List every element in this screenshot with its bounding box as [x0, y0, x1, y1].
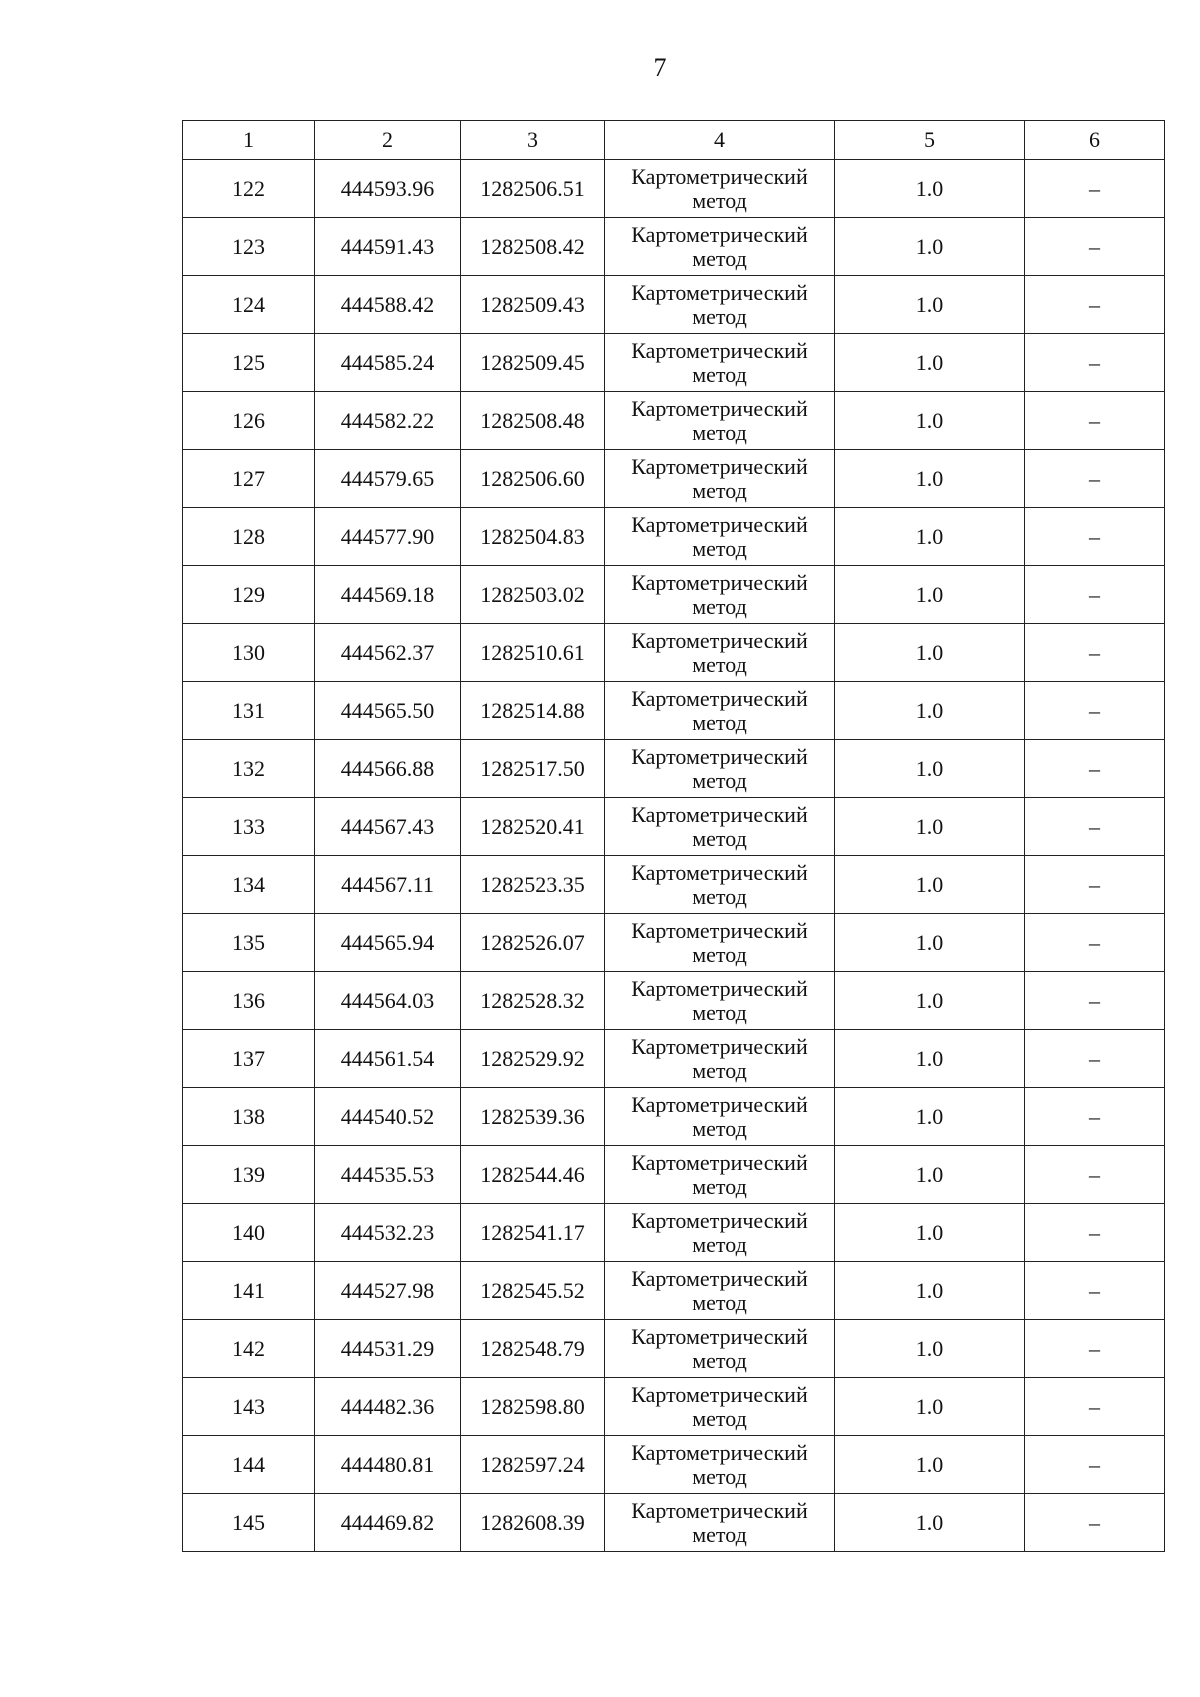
method-text: Картометрический — [631, 163, 808, 189]
note-cell: – — [1025, 218, 1165, 276]
y-coordinate-cell: 1282539.36 — [461, 1088, 605, 1146]
method-text: Картометрический — [631, 1033, 808, 1059]
column-header: 1 — [183, 121, 315, 160]
y-coordinate-cell: 1282504.83 — [461, 508, 605, 566]
table-row — [183, 1436, 1165, 1494]
table-row — [183, 334, 1165, 392]
note-cell: – — [1025, 1262, 1165, 1320]
method-text: метод — [692, 941, 747, 967]
table-row — [183, 1146, 1165, 1204]
x-coordinate-cell: 444531.29 — [315, 1320, 461, 1378]
column-header: 3 — [461, 121, 605, 160]
method-text: метод — [692, 535, 747, 561]
table-row — [183, 914, 1165, 972]
y-coordinate-cell: 1282541.17 — [461, 1204, 605, 1262]
y-coordinate-cell: 1282510.61 — [461, 624, 605, 682]
note-cell: – — [1025, 1494, 1165, 1552]
method-text: Картометрический — [631, 975, 808, 1001]
accuracy-cell: 1.0 — [835, 914, 1025, 972]
accuracy-cell: 1.0 — [835, 798, 1025, 856]
y-coordinate-cell: 1282545.52 — [461, 1262, 605, 1320]
y-coordinate-cell: 1282548.79 — [461, 1320, 605, 1378]
point-number-cell: 145 — [183, 1494, 315, 1552]
point-number-cell: 134 — [183, 856, 315, 914]
note-cell: – — [1025, 160, 1165, 218]
y-coordinate-cell: 1282598.80 — [461, 1378, 605, 1436]
method-text: метод — [692, 1173, 747, 1199]
table-row — [183, 1088, 1165, 1146]
note-cell: – — [1025, 1088, 1165, 1146]
y-coordinate-cell: 1282509.45 — [461, 334, 605, 392]
column-header: 5 — [835, 121, 1025, 160]
method-cell — [605, 1262, 835, 1320]
accuracy-cell: 1.0 — [835, 160, 1025, 218]
point-number-cell: 124 — [183, 276, 315, 334]
point-number-cell: 132 — [183, 740, 315, 798]
accuracy-cell: 1.0 — [835, 392, 1025, 450]
method-cell — [605, 972, 835, 1030]
method-text: метод — [692, 709, 747, 735]
method-text: Картометрический — [631, 1323, 808, 1349]
note-cell: – — [1025, 624, 1165, 682]
y-coordinate-cell: 1282523.35 — [461, 856, 605, 914]
table-row — [183, 392, 1165, 450]
note-cell: – — [1025, 1030, 1165, 1088]
table-header — [183, 121, 1165, 160]
y-coordinate-cell: 1282520.41 — [461, 798, 605, 856]
x-coordinate-cell: 444565.94 — [315, 914, 461, 972]
method-cell — [605, 740, 835, 798]
x-coordinate-cell: 444535.53 — [315, 1146, 461, 1204]
accuracy-cell: 1.0 — [835, 1494, 1025, 1552]
accuracy-cell: 1.0 — [835, 508, 1025, 566]
method-cell — [605, 1436, 835, 1494]
method-text: Картометрический — [631, 337, 808, 363]
note-cell: – — [1025, 914, 1165, 972]
method-cell — [605, 1378, 835, 1436]
method-cell — [605, 1030, 835, 1088]
accuracy-cell: 1.0 — [835, 624, 1025, 682]
point-number-cell: 123 — [183, 218, 315, 276]
note-cell: – — [1025, 1146, 1165, 1204]
point-number-cell: 139 — [183, 1146, 315, 1204]
x-coordinate-cell: 444562.37 — [315, 624, 461, 682]
accuracy-cell: 1.0 — [835, 1204, 1025, 1262]
y-coordinate-cell: 1282503.02 — [461, 566, 605, 624]
note-cell: – — [1025, 682, 1165, 740]
method-text: Картометрический — [631, 1149, 808, 1175]
method-cell — [605, 334, 835, 392]
method-cell — [605, 1146, 835, 1204]
column-header: 2 — [315, 121, 461, 160]
point-number-cell: 127 — [183, 450, 315, 508]
x-coordinate-cell: 444527.98 — [315, 1262, 461, 1320]
method-text: метод — [692, 825, 747, 851]
method-cell — [605, 1494, 835, 1552]
table-row — [183, 1030, 1165, 1088]
note-cell: – — [1025, 334, 1165, 392]
accuracy-cell: 1.0 — [835, 334, 1025, 392]
x-coordinate-cell: 444565.50 — [315, 682, 461, 740]
table-row — [183, 508, 1165, 566]
method-text: метод — [692, 477, 747, 503]
table-body — [183, 160, 1165, 1552]
method-cell — [605, 160, 835, 218]
accuracy-cell: 1.0 — [835, 1320, 1025, 1378]
method-cell — [605, 914, 835, 972]
y-coordinate-cell: 1282528.32 — [461, 972, 605, 1030]
method-text: метод — [692, 1463, 747, 1489]
header-row — [183, 121, 1165, 160]
note-cell: – — [1025, 392, 1165, 450]
accuracy-cell: 1.0 — [835, 1088, 1025, 1146]
y-coordinate-cell: 1282544.46 — [461, 1146, 605, 1204]
method-cell — [605, 1088, 835, 1146]
table-row — [183, 1320, 1165, 1378]
accuracy-cell: 1.0 — [835, 276, 1025, 334]
table-row — [183, 1204, 1165, 1262]
x-coordinate-cell: 444561.54 — [315, 1030, 461, 1088]
y-coordinate-cell: 1282509.43 — [461, 276, 605, 334]
note-cell: – — [1025, 508, 1165, 566]
method-text: метод — [692, 593, 747, 619]
y-coordinate-cell: 1282508.42 — [461, 218, 605, 276]
note-cell: – — [1025, 856, 1165, 914]
column-header: 4 — [605, 121, 835, 160]
method-text: метод — [692, 883, 747, 909]
method-cell — [605, 1320, 835, 1378]
x-coordinate-cell: 444482.36 — [315, 1378, 461, 1436]
accuracy-cell: 1.0 — [835, 1262, 1025, 1320]
table-row — [183, 1378, 1165, 1436]
accuracy-cell: 1.0 — [835, 1030, 1025, 1088]
method-cell — [605, 392, 835, 450]
x-coordinate-cell: 444569.18 — [315, 566, 461, 624]
method-text: метод — [692, 767, 747, 793]
method-cell — [605, 450, 835, 508]
point-number-cell: 130 — [183, 624, 315, 682]
x-coordinate-cell: 444579.65 — [315, 450, 461, 508]
note-cell: – — [1025, 1204, 1165, 1262]
method-cell — [605, 566, 835, 624]
method-text: Картометрический — [631, 1439, 808, 1465]
point-number-cell: 137 — [183, 1030, 315, 1088]
table-row — [183, 218, 1165, 276]
y-coordinate-cell: 1282517.50 — [461, 740, 605, 798]
point-number-cell: 122 — [183, 160, 315, 218]
method-cell — [605, 508, 835, 566]
x-coordinate-cell: 444566.88 — [315, 740, 461, 798]
table-row — [183, 798, 1165, 856]
y-coordinate-cell: 1282508.48 — [461, 392, 605, 450]
method-text: Картометрический — [631, 1497, 808, 1523]
table-row — [183, 682, 1165, 740]
x-coordinate-cell: 444532.23 — [315, 1204, 461, 1262]
y-coordinate-cell: 1282514.88 — [461, 682, 605, 740]
y-coordinate-cell: 1282529.92 — [461, 1030, 605, 1088]
point-number-cell: 142 — [183, 1320, 315, 1378]
note-cell: – — [1025, 740, 1165, 798]
table-row — [183, 624, 1165, 682]
point-number-cell: 128 — [183, 508, 315, 566]
note-cell: – — [1025, 1320, 1165, 1378]
method-text: метод — [692, 419, 747, 445]
method-text: метод — [692, 1057, 747, 1083]
table-row — [183, 972, 1165, 1030]
point-number-cell: 125 — [183, 334, 315, 392]
table-row — [183, 740, 1165, 798]
point-number-cell: 126 — [183, 392, 315, 450]
x-coordinate-cell: 444593.96 — [315, 160, 461, 218]
table-row — [183, 1262, 1165, 1320]
note-cell: – — [1025, 566, 1165, 624]
method-cell — [605, 682, 835, 740]
point-number-cell: 136 — [183, 972, 315, 1030]
x-coordinate-cell: 444480.81 — [315, 1436, 461, 1494]
point-number-cell: 133 — [183, 798, 315, 856]
x-coordinate-cell: 444540.52 — [315, 1088, 461, 1146]
method-text: метод — [692, 361, 747, 387]
y-coordinate-cell: 1282506.60 — [461, 450, 605, 508]
method-text: метод — [692, 187, 747, 213]
table-row — [183, 566, 1165, 624]
method-text: Картометрический — [631, 279, 808, 305]
accuracy-cell: 1.0 — [835, 972, 1025, 1030]
x-coordinate-cell: 444585.24 — [315, 334, 461, 392]
note-cell: – — [1025, 972, 1165, 1030]
method-text: Картометрический — [631, 1381, 808, 1407]
method-text: Картометрический — [631, 917, 808, 943]
method-text: Картометрический — [631, 627, 808, 653]
method-text: метод — [692, 1289, 747, 1315]
method-text: метод — [692, 245, 747, 271]
note-cell: – — [1025, 450, 1165, 508]
accuracy-cell: 1.0 — [835, 856, 1025, 914]
method-text: метод — [692, 1405, 747, 1431]
table-row — [183, 1494, 1165, 1552]
table-row — [183, 276, 1165, 334]
method-text: метод — [692, 999, 747, 1025]
point-number-cell: 129 — [183, 566, 315, 624]
x-coordinate-cell: 444469.82 — [315, 1494, 461, 1552]
x-coordinate-cell: 444567.11 — [315, 856, 461, 914]
point-number-cell: 143 — [183, 1378, 315, 1436]
accuracy-cell: 1.0 — [835, 566, 1025, 624]
method-text: Картометрический — [631, 685, 808, 711]
method-text: Картометрический — [631, 221, 808, 247]
table-row — [183, 160, 1165, 218]
y-coordinate-cell: 1282608.39 — [461, 1494, 605, 1552]
method-cell — [605, 624, 835, 682]
y-coordinate-cell: 1282597.24 — [461, 1436, 605, 1494]
accuracy-cell: 1.0 — [835, 1146, 1025, 1204]
method-cell — [605, 218, 835, 276]
method-text: Картометрический — [631, 1207, 808, 1233]
x-coordinate-cell: 444577.90 — [315, 508, 461, 566]
method-text: Картометрический — [631, 743, 808, 769]
note-cell: – — [1025, 276, 1165, 334]
point-number-cell: 138 — [183, 1088, 315, 1146]
point-number-cell: 131 — [183, 682, 315, 740]
method-cell — [605, 856, 835, 914]
point-number-cell: 141 — [183, 1262, 315, 1320]
point-number-cell: 140 — [183, 1204, 315, 1262]
column-header: 6 — [1025, 121, 1165, 160]
x-coordinate-cell: 444564.03 — [315, 972, 461, 1030]
note-cell: – — [1025, 798, 1165, 856]
method-text: метод — [692, 651, 747, 677]
x-coordinate-cell: 444567.43 — [315, 798, 461, 856]
method-text: Картометрический — [631, 569, 808, 595]
point-number-cell: 135 — [183, 914, 315, 972]
x-coordinate-cell: 444591.43 — [315, 218, 461, 276]
note-cell: – — [1025, 1378, 1165, 1436]
note-cell: – — [1025, 1436, 1165, 1494]
y-coordinate-cell: 1282526.07 — [461, 914, 605, 972]
y-coordinate-cell: 1282506.51 — [461, 160, 605, 218]
method-cell — [605, 276, 835, 334]
page-number: 7 — [653, 53, 667, 82]
accuracy-cell: 1.0 — [835, 1378, 1025, 1436]
x-coordinate-cell: 444582.22 — [315, 392, 461, 450]
method-text: метод — [692, 1231, 747, 1257]
accuracy-cell: 1.0 — [835, 218, 1025, 276]
point-number-cell: 144 — [183, 1436, 315, 1494]
accuracy-cell: 1.0 — [835, 1436, 1025, 1494]
method-text: Картометрический — [631, 1265, 808, 1291]
method-text: Картометрический — [631, 801, 808, 827]
accuracy-cell: 1.0 — [835, 740, 1025, 798]
method-text: Картометрический — [631, 395, 808, 421]
method-text: Картометрический — [631, 453, 808, 479]
method-text: метод — [692, 1521, 747, 1547]
table-row — [183, 450, 1165, 508]
method-cell — [605, 1204, 835, 1262]
method-text: метод — [692, 303, 747, 329]
method-text: метод — [692, 1115, 747, 1141]
coordinates-table — [182, 120, 1165, 1552]
method-text: Картометрический — [631, 1091, 808, 1117]
x-coordinate-cell: 444588.42 — [315, 276, 461, 334]
method-text: Картометрический — [631, 511, 808, 537]
accuracy-cell: 1.0 — [835, 450, 1025, 508]
accuracy-cell: 1.0 — [835, 682, 1025, 740]
table-row — [183, 856, 1165, 914]
method-text: метод — [692, 1347, 747, 1373]
method-cell — [605, 798, 835, 856]
method-text: Картометрический — [631, 859, 808, 885]
